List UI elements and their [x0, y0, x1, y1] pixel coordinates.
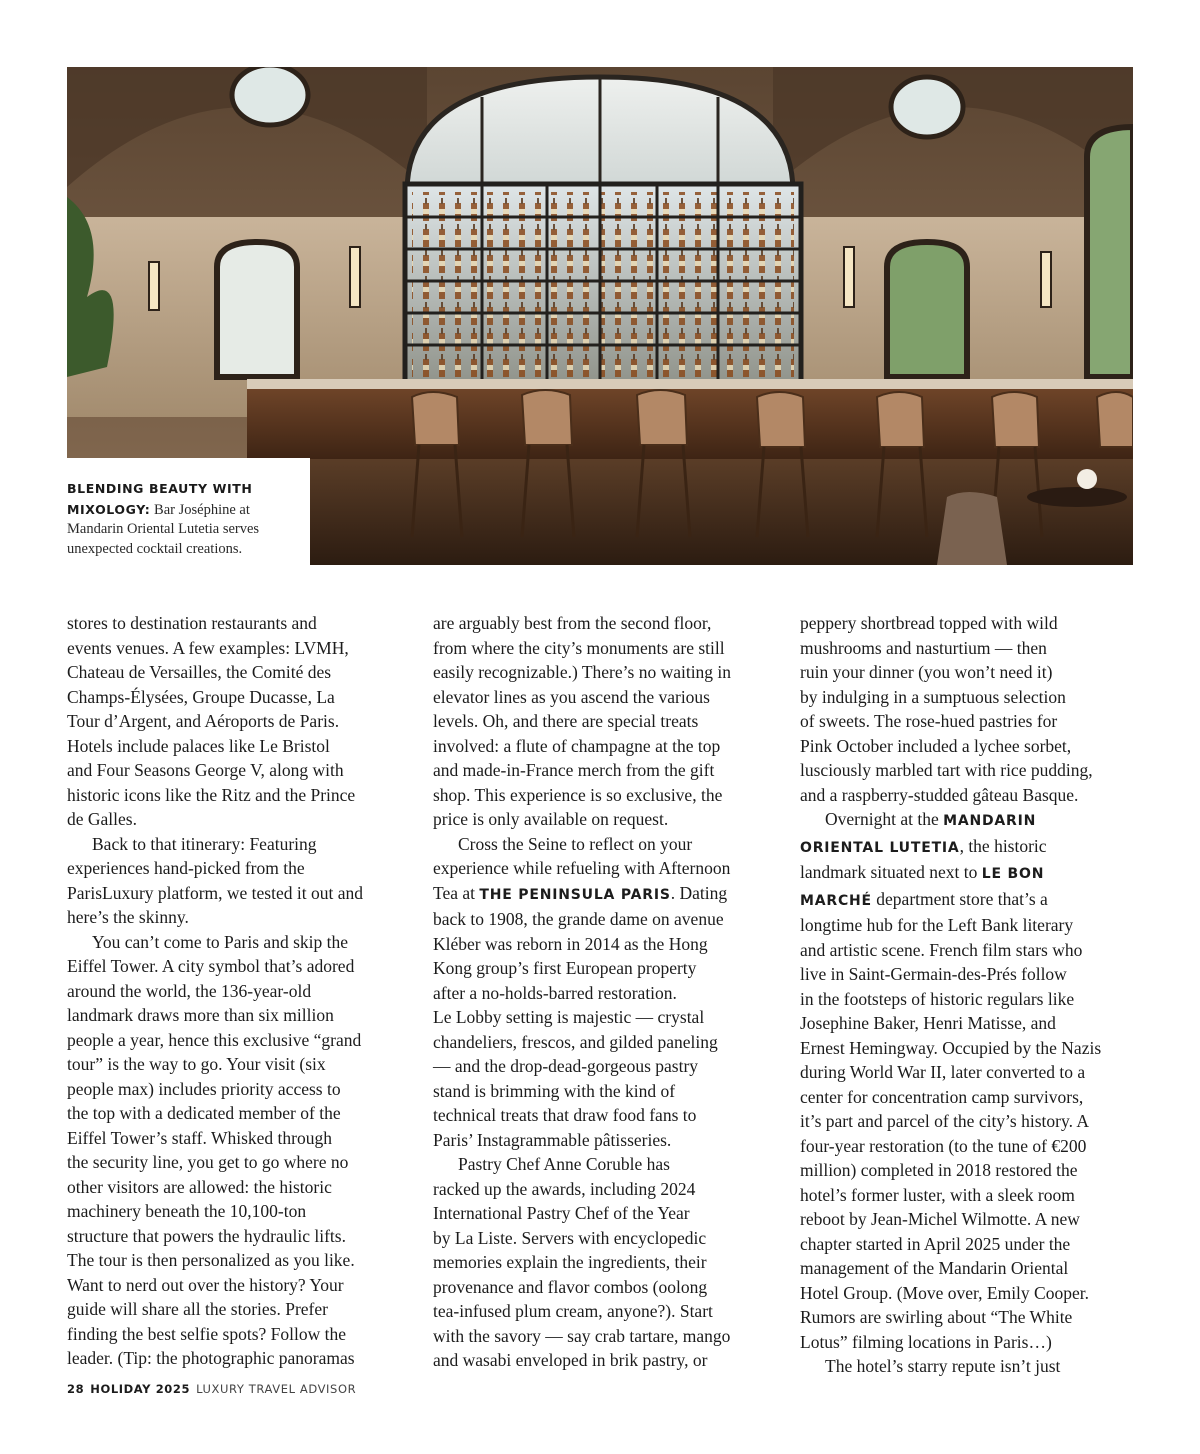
paragraph: peppery shortbread topped with wild mushrooms and nasturtium — then ruin your dinner (you won’t need it) by indulging in a sumptuous selection of sweets. The rose-hued pastries for Pink October included a lychee sorbet, lusciously marbled tart with rice pudding, and a raspberry-studded gâteau Basque.: [800, 613, 1093, 805]
paragraph: [800, 807, 1136, 1354]
hotel-name-mandarin: MANDARIN ORIENTAL LUTETIA: [800, 813, 1037, 856]
issue-label: HOLIDAY 2025: [90, 1382, 191, 1396]
paragraph-text: , the historic landmark situated next to: [800, 835, 1047, 882]
article-column-2: [433, 611, 769, 1373]
article-column-3: [800, 611, 1136, 1379]
page-number: 28: [67, 1382, 85, 1396]
paragraph: are arguably best from the second floor, from where the city’s monuments are still easily recognizable.) There’s no waiting in elevator lines as you ascend the various levels. Oh, and there are special treats involved: a flute of champagne at the top and made-in-France merch from the gift shop. This experience is so exclusive, the price is only available on request.: [433, 613, 732, 829]
publication-name: LUXURY TRAVEL ADVISOR: [196, 1382, 357, 1396]
photo-caption: [67, 479, 299, 559]
paragraph-text: Overnight at the: [825, 809, 944, 829]
caption-box: [67, 458, 310, 565]
paragraph: You can’t come to Paris and skip the Eiffel Tower. A city symbol that’s adored around the world, the 136-year-old landmark draws more than six million people a year, hence this exclusive “grand tour” is the way to go. Your visit (six people max) includes priority access to the top with a dedicated member of the Eiffel Tower’s staff. Whisked through the security line, you get to go where no other visitors are allowed: the historic machinery beneath the 10,100-ton structure that powers the hydraulic lifts. The tour is then personalized as you like. Want to nerd out over the history? Your guide will share all the stories. Prefer finding the best selfie spots? Follow the leader. (Tip: the photographic panoramas: [67, 931, 362, 1368]
caption-text: Bar Joséphine at Mandarin Oriental Lutetia serves unexpected cocktail creations.: [67, 501, 260, 557]
article-column-1: [67, 611, 403, 1371]
paragraph: The hotel’s starry repute isn’t just: [825, 1356, 1061, 1376]
paragraph: Pastry Chef Anne Coruble has racked up the awards, including 2024 International Pastry Chef of the Year by La Liste. Servers with encyclopedic memories explain the ingredients, their provenance and flavor combos (oolong tea-infused plum cream, anyone?). Start with the savory — say crab tartare, mango and wasabi enveloped in brik pastry, or: [433, 1154, 731, 1370]
store-name-le-bon-marche: LE BON MARCHÉ: [800, 866, 1045, 909]
hotel-name-peninsula: THE PENINSULA PARIS: [479, 886, 671, 903]
paragraph-text: department store that’s a longtime hub for the Left Bank literary and artistic scene. French film stars who live in Saint-Germain-des-Prés follow in the footsteps of historic regulars like Josephine Baker, Henri Matisse, and Ernest Hemingway. Occupied by the Nazis during World War II, later converted to a center for concentration camp survivors, it’s part and parcel of the city’s history. A four-year restoration (to the tune of €200 million) completed in 2018 restored the hotel’s former luster, with a sleek room reboot by Jean-Michel Wilmotte. A new chapter started in April 2025 under the management of the Mandarin Oriental Hotel Group. (Move over, Emily Cooper. Rumors are swirling about “The White Lotus” filming locations in Paris…): [800, 888, 1102, 1352]
hero-photo: [67, 67, 1133, 565]
caption-heading: BLENDING BEAUTY WITH MIXOLOGY:: [67, 481, 253, 517]
paragraph: Back to that itinerary: Featuring experiences hand-picked from the ParisLuxury platform, we tested it out and here’s the skinny.: [67, 833, 363, 927]
paragraph: [433, 832, 769, 1153]
page-footer: [67, 1382, 356, 1396]
paragraph-text: . Dating back to 1908, the grande dame on avenue Kléber was reborn in 2014 as the Hong Kong group’s first European property after a no-holds-barred restoration. Le Lobby setting is majestic — crystal chandeliers, frescos, and gilded paneling — and the drop-dead-gorgeous pastry stand is brimming with the kind of technical treats that draw food fans to Paris’ Instagrammable pâtisseries.: [433, 882, 728, 1150]
paragraph: stores to destination restaurants and events venues. A few examples: LVMH, Chateau de Versailles, the Comité des Champs-Élysées, Groupe Ducasse, La Tour d’Argent, and Aéroports de Paris. Hotels include palaces like Le Bristol and Four Seasons George V, along with historic icons like the Ritz and the Prince de Galles.: [67, 613, 356, 829]
paragraph-text: Cross the Seine to reflect on your experience while refueling with Afternoon Tea at: [433, 833, 731, 903]
